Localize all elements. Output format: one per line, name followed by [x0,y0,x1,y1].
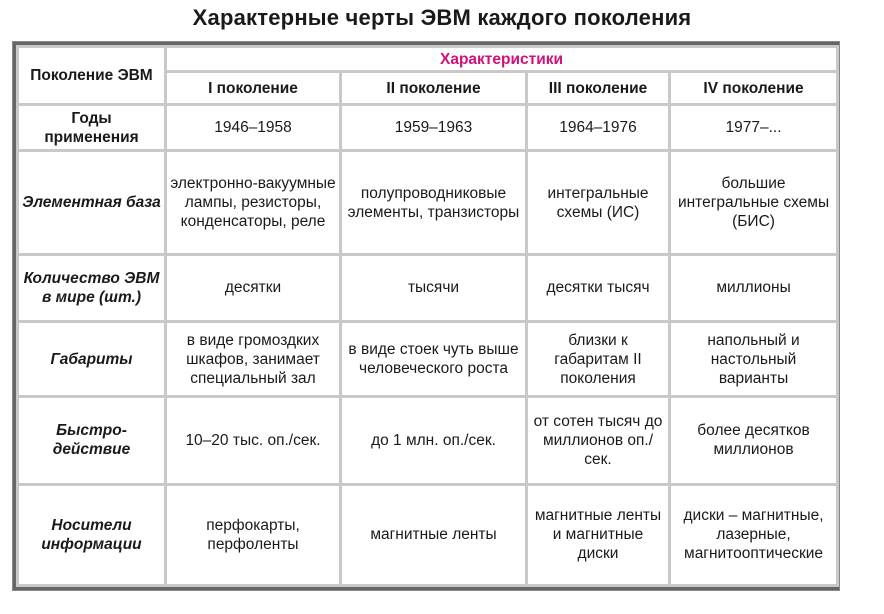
cell-dimensions-gen3: близки к габаритам II поколения [528,323,668,395]
cell-dimensions-gen2: в виде стоек чуть выше человеческого роста [342,323,525,395]
cell-count-gen3: десятки тысяч [528,256,668,320]
row-header-count: Количество ЭВМ в мире (шт.) [19,256,164,320]
cell-storage-gen4: диски – магнитные, лазерные, магнитооптические [671,486,836,584]
cell-element-base-gen2: полупроводниковые элементы, транзисторы [342,152,525,252]
cell-storage-gen3: магнитные ленты и магнитные диски [528,486,668,584]
cell-speed-gen3: от сотен тысяч до миллионов оп./сек. [528,398,668,482]
row-header-speed: Быстро-действие [19,398,164,482]
characteristics-header: Характеристики [167,48,836,70]
cell-element-base-gen3: интегральные схемы (ИС) [528,152,668,252]
generation-header-1: I поколение [167,73,339,103]
cell-element-base-gen1: электронно-вакуумные лампы, резисторы, конденсаторы, реле [167,152,339,252]
cell-count-gen2: тысячи [342,256,525,320]
generation-header-4: IV поколение [671,73,836,103]
table-frame [12,41,840,591]
table-row [19,323,836,395]
table-row [19,398,836,482]
cell-count-gen4: миллионы [671,256,836,320]
row-header-element-base: Элементная база [19,152,164,252]
cell-storage-gen2: магнитные ленты [342,486,525,584]
cell-years-gen2: 1959–1963 [342,106,525,149]
cell-element-base-gen4: большие интегральные схемы (БИС) [671,152,836,252]
generations-table [16,45,839,587]
cell-dimensions-gen4: напольный и настольный варианты [671,323,836,395]
row-header-storage: Носители информации [19,486,164,584]
cell-years-gen4: 1977–... [671,106,836,149]
table-row [19,256,836,320]
cell-dimensions-gen1: в виде громоздких шкафов, занимает специальный зал [167,323,339,395]
cell-count-gen1: десятки [167,256,339,320]
cell-speed-gen1: 10–20 тыс. оп./сек. [167,398,339,482]
table-row [19,486,836,584]
row-header-dimensions: Габариты [19,323,164,395]
page-title: Характерные черты ЭВМ каждого поколения [192,5,692,30]
cell-years-gen1: 1946–1958 [167,106,339,149]
cell-years-gen3: 1964–1976 [528,106,668,149]
cell-speed-gen2: до 1 млн. оп./сек. [342,398,525,482]
table-row [19,152,836,252]
cell-speed-gen4: более десятков миллионов [671,398,836,482]
generation-header-2: II поколение [342,73,525,103]
cell-storage-gen1: перфокарты, перфоленты [167,486,339,584]
table-row [19,106,836,149]
corner-header: Поколение ЭВМ [19,48,164,103]
row-header-years: Годы применения [19,106,164,149]
generation-header-3: III поколение [528,73,668,103]
